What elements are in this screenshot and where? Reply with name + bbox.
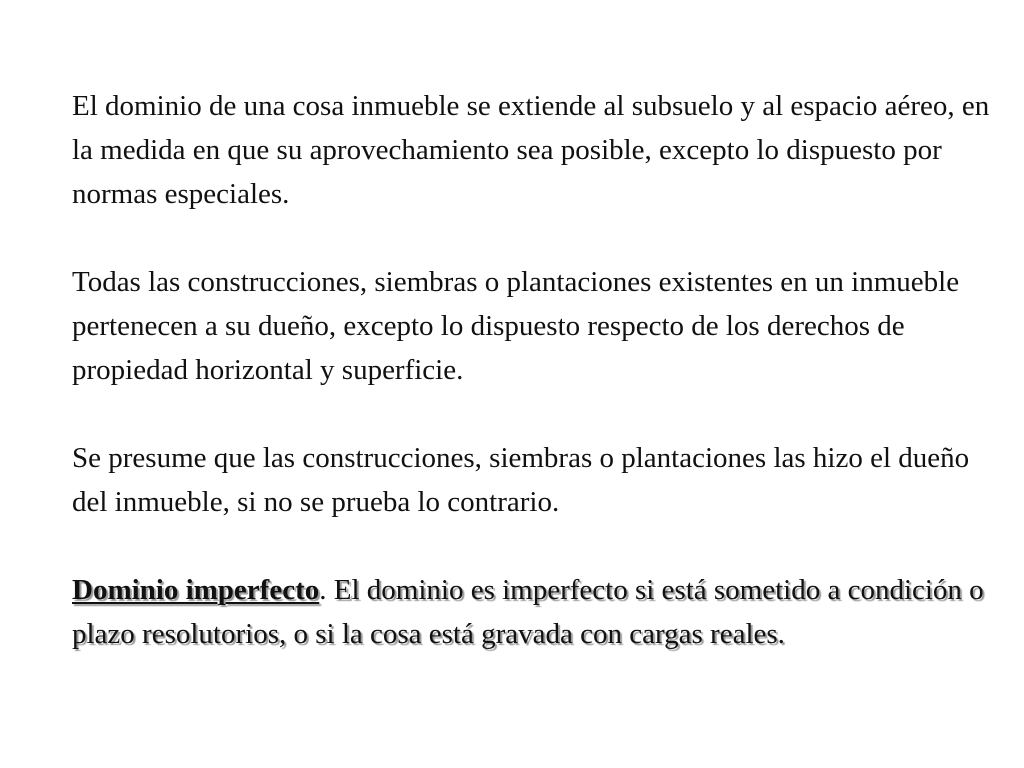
definition-separator: . — [319, 574, 334, 606]
paragraph-subsuelo: El dominio de una cosa inmueble se extiende al subsuelo y al espacio aéreo, en la medida en que su aprovechamiento sea posible, excepto lo dispuesto por normas especiales. — [72, 90, 990, 210]
paragraph-construcciones: Todas las construcciones, siembras o plantaciones existentes en un inmueble pertenecen a su dueño, excepto lo dispuesto respecto de los derechos de propiedad horizontal y superficie. — [72, 266, 960, 386]
slide-body — [72, 84, 992, 700]
paragraph-presuncion: Se presume que las construcciones, siembras o plantaciones las hizo el dueño del inmueble, si no se prueba lo contrario. — [72, 442, 970, 518]
definition-text: El dominio es imperfecto si está sometido a condición o plazo resolutorios, o si la cosa está gravada con cargas reales. — [72, 574, 984, 650]
paragraph-dominio-imperfecto — [72, 568, 992, 656]
definition-term: Dominio imperfecto — [72, 574, 320, 606]
